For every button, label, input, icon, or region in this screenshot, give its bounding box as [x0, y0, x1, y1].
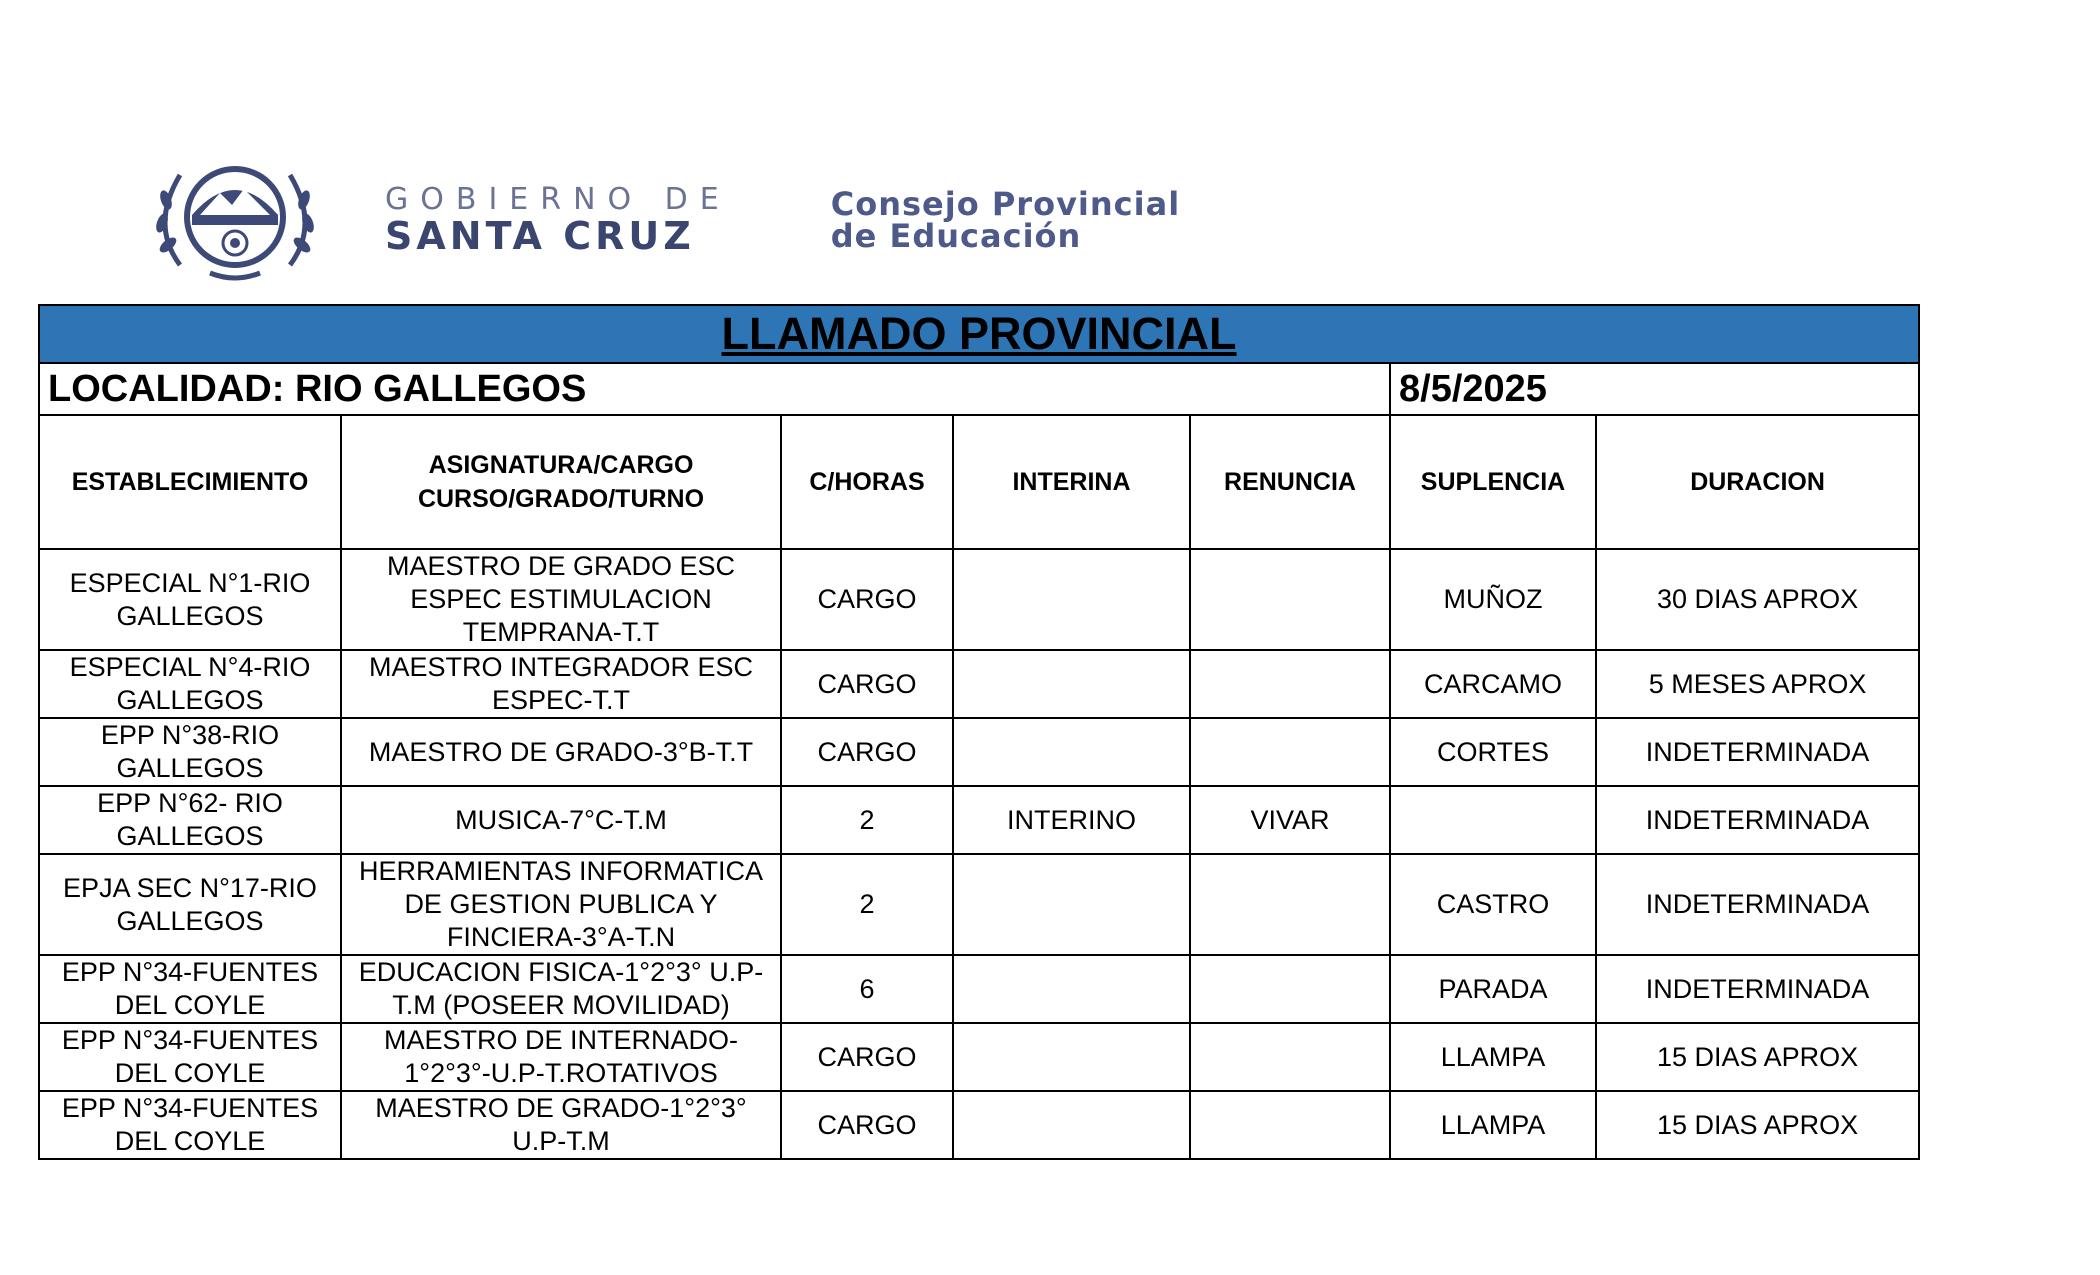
cell-suplencia: MUÑOZ [1390, 549, 1596, 650]
cell-establecimiento: EPJA SEC N°17-RIO GALLEGOS [39, 854, 341, 955]
sheet-title: LLAMADO PROVINCIAL [39, 305, 1919, 363]
table-row [39, 955, 1919, 1023]
cell-establecimiento: EPP N°34-FUENTES DEL COYLE [39, 955, 341, 1023]
table-row [39, 650, 1919, 718]
cell-establecimiento: EPP N°34-FUENTES DEL COYLE [39, 1023, 341, 1091]
gov-line1: GOBIERNO DE [385, 182, 731, 217]
santa-cruz-coat-of-arms-icon [140, 155, 330, 285]
cell-establecimiento: ESPECIAL N°4-RIO GALLEGOS [39, 650, 341, 718]
cell-asignatura: HERRAMIENTAS INFORMATICA DE GESTION PUBLICA Y FINCIERA-3°A-T.N [341, 854, 781, 955]
col-header-asignatura: ASIGNATURA/CARGO CURSO/GRADO/TURNO [341, 415, 781, 549]
cell-asignatura: MAESTRO DE INTERNADO-1°2°3°-U.P-T.ROTATIVOS [341, 1023, 781, 1091]
cell-horas: CARGO [781, 1023, 953, 1091]
cell-duracion: INDETERMINADA [1596, 786, 1919, 854]
cell-interina [953, 955, 1190, 1023]
cell-renuncia [1190, 650, 1390, 718]
cell-suplencia [1390, 786, 1596, 854]
cell-duracion: 5 MESES APROX [1596, 650, 1919, 718]
document-header [140, 155, 1180, 285]
cell-horas: CARGO [781, 549, 953, 650]
cell-suplencia: LLAMPA [1390, 1023, 1596, 1091]
cell-duracion: 30 DIAS APROX [1596, 549, 1919, 650]
cell-interina [953, 1023, 1190, 1091]
cell-asignatura: MAESTRO DE GRADO-3°B-T.T [341, 718, 781, 786]
council-line2: de Educación [830, 217, 1082, 255]
cell-interina [953, 1091, 1190, 1159]
cell-duracion: 15 DIAS APROX [1596, 1091, 1919, 1159]
cell-renuncia [1190, 854, 1390, 955]
cell-renuncia [1190, 1023, 1390, 1091]
cell-interina [953, 549, 1190, 650]
cell-asignatura: MUSICA-7°C-T.M [341, 786, 781, 854]
cell-asignatura: EDUCACION FISICA-1°2°3° U.P-T.M (POSEER MOVILIDAD) [341, 955, 781, 1023]
cell-horas: 2 [781, 786, 953, 854]
col-header-establecimiento: ESTABLECIMIENTO [39, 415, 341, 549]
cell-interina [953, 650, 1190, 718]
cell-duracion: INDETERMINADA [1596, 854, 1919, 955]
cell-suplencia: CARCAMO [1390, 650, 1596, 718]
cell-horas: CARGO [781, 650, 953, 718]
cell-establecimiento: EPP N°62- RIO GALLEGOS [39, 786, 341, 854]
cell-establecimiento: EPP N°34-FUENTES DEL COYLE [39, 1091, 341, 1159]
table-row [39, 854, 1919, 955]
cell-duracion: INDETERMINADA [1596, 955, 1919, 1023]
gov-line2: SANTA CRUZ [385, 214, 695, 258]
cell-renuncia [1190, 718, 1390, 786]
sheet-date: 8/5/2025 [1390, 363, 1919, 415]
cell-suplencia: LLAMPA [1390, 1091, 1596, 1159]
table-row [39, 1091, 1919, 1159]
cell-horas: CARGO [781, 718, 953, 786]
government-logo-text [385, 182, 731, 258]
col-header-renuncia: RENUNCIA [1190, 415, 1390, 549]
cell-establecimiento: EPP N°38-RIO GALLEGOS [39, 718, 341, 786]
cell-asignatura: MAESTRO DE GRADO ESC ESPEC ESTIMULACION TEMPRANA-T.T [341, 549, 781, 650]
cell-duracion: INDETERMINADA [1596, 718, 1919, 786]
cell-duracion: 15 DIAS APROX [1596, 1023, 1919, 1091]
cell-establecimiento: ESPECIAL N°1-RIO GALLEGOS [39, 549, 341, 650]
cell-asignatura: MAESTRO DE GRADO-1°2°3° U.P-T.M [341, 1091, 781, 1159]
cell-horas: 2 [781, 854, 953, 955]
col-header-suplencia: SUPLENCIA [1390, 415, 1596, 549]
cell-interina [953, 854, 1190, 955]
cell-horas: 6 [781, 955, 953, 1023]
council-line1: Consejo Provincial [830, 185, 1181, 223]
col-header-interina: INTERINA [953, 415, 1190, 549]
cell-suplencia: PARADA [1390, 955, 1596, 1023]
locality-label: LOCALIDAD: RIO GALLEGOS [39, 363, 1390, 415]
vacancy-table [38, 304, 1920, 1160]
table-row [39, 549, 1919, 650]
cell-suplencia: CASTRO [1390, 854, 1596, 955]
cell-horas: CARGO [781, 1091, 953, 1159]
cell-asignatura: MAESTRO INTEGRADOR ESC ESPEC-T.T [341, 650, 781, 718]
cell-renuncia: VIVAR [1190, 786, 1390, 854]
cell-interina [953, 718, 1190, 786]
cell-interina: INTERINO [953, 786, 1190, 854]
table-row [39, 786, 1919, 854]
council-logo-text [830, 185, 1181, 255]
table-row [39, 1023, 1919, 1091]
cell-renuncia [1190, 549, 1390, 650]
cell-renuncia [1190, 1091, 1390, 1159]
column-header-row [39, 415, 1919, 549]
cell-renuncia [1190, 955, 1390, 1023]
table-row [39, 718, 1919, 786]
col-header-horas: C/HORAS [781, 415, 953, 549]
col-header-duracion: DURACION [1596, 415, 1919, 549]
cell-suplencia: CORTES [1390, 718, 1596, 786]
